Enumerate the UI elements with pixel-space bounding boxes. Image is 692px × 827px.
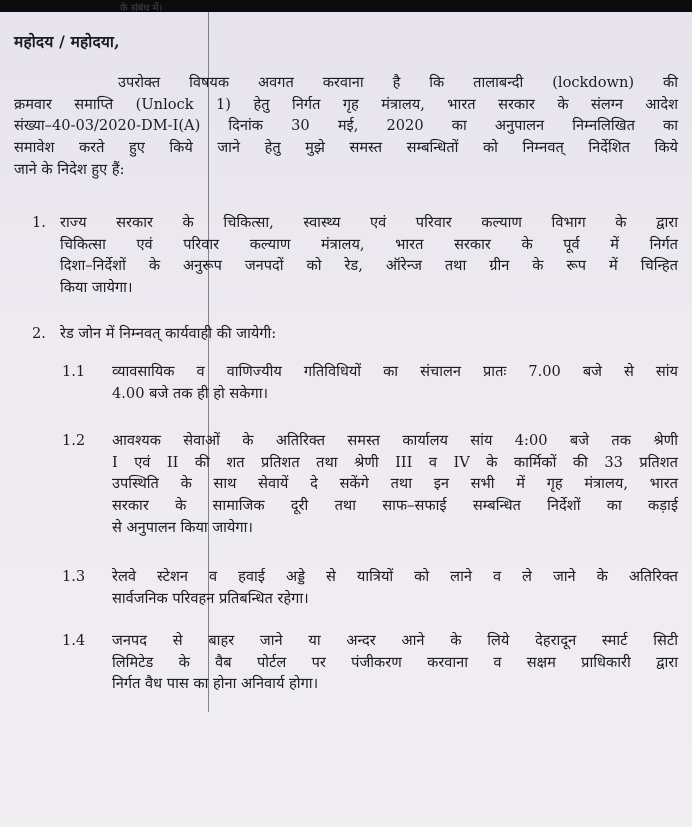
subitem-number: 1.1 xyxy=(62,363,86,380)
intro-line: क्रमवार समाप्ति (Unlock 1) हेतु निर्गत गृह मंत्रालय, भारत सरकार के संलग्न आदेश xyxy=(14,95,678,113)
subitem-number: 1.4 xyxy=(62,632,86,649)
item-number: 1. xyxy=(32,214,46,231)
subitem-line: निर्गत वैध पास का होना अनिवार्य होगा। xyxy=(112,675,319,693)
cut-off-header-text xyxy=(120,0,300,6)
list-item xyxy=(60,323,678,345)
salutation: महोदय / महोदया, xyxy=(14,32,120,51)
intro-paragraph xyxy=(14,72,678,181)
subitem-line: सार्वजनिक परिवहन प्रतिबन्धित रहेगा। xyxy=(112,589,309,607)
subitem-line: लिमिटेड के वैब पोर्टल पर पंजीकरण करवाना व सक्षम प्राधिकारी द्वारा xyxy=(112,653,678,671)
intro-line: समावेश करते हुए किये जाने हेतु मुझे समस्त सम्बन्धितों को निम्नवत् निर्देशित किये xyxy=(14,139,678,157)
item-line: दिशा–निर्देशों के अनुरूप जनपदों को रेड, ऑरेन्ज तथा ग्रीन के रूप में चिन्हित xyxy=(60,257,678,275)
subitem-number: 1.3 xyxy=(62,568,86,585)
subitem-line: उपस्थिति के साथ सेवायें दे सकेंगे तथा इन सभी में गृह मंत्रालय, भारत xyxy=(112,475,678,493)
subitem-line: 4.00 बजे तक ही हो सकेगा। xyxy=(112,384,269,402)
screen-top-edge xyxy=(0,0,692,12)
subitem-number: 1.2 xyxy=(62,432,86,449)
subitem xyxy=(112,430,678,539)
subitem-line: रेलवे स्टेशन व हवाई अड्डे से यात्रियों को लाने व ले जाने के अतिरिक्त xyxy=(112,568,678,585)
subitem xyxy=(112,566,678,609)
list-item xyxy=(60,212,678,299)
intro-line: जाने के निदेश हुए हैं: xyxy=(14,160,125,178)
item-number: 2. xyxy=(32,325,46,342)
subitem xyxy=(112,630,678,695)
subitem-line: से अनुपालन किया जायेगा। xyxy=(112,518,253,536)
item-line: राज्य सरकार के चिकित्सा, स्वास्थ्य एवं परिवार कल्याण विभाग के द्वारा xyxy=(60,214,678,231)
subitem-line: जनपद से बाहर जाने या अन्दर आने के लिये देहरादून स्मार्ट सिटी xyxy=(112,632,678,649)
item-line: किया जायेगा। xyxy=(60,279,133,297)
subitem-line: I एवं II की शत प्रतिशत तथा श्रेणी III व IV के कार्मिकों की 33 प्रतिशत xyxy=(112,453,678,471)
item-line: रेड जोन में निम्नवत् कार्यवाही की जायेगी: xyxy=(60,325,277,342)
item-line: चिकित्सा एवं परिवार कल्याण मंत्रालय, भारत सरकार के पूर्व में निर्गत xyxy=(60,235,678,253)
intro-line: संख्या–40-03/2020-DM-I(A) दिनांक 30 मई, 2020 का अनुपालन निम्नलिखित का xyxy=(14,117,678,135)
intro-line: उपरोक्त विषयक अवगत करवाना है कि तालाबन्दी (lockdown) की xyxy=(118,74,678,91)
subitem xyxy=(112,361,678,404)
subitem-line: सरकार के सामाजिक दूरी तथा साफ–सफाई सम्बन्धित निर्देशों का कड़ाई xyxy=(112,497,678,515)
subitem-line: व्यावसायिक व वाणिज्यीय गतिविधियों का संचालन प्रातः 7.00 बजे से सांय xyxy=(112,363,678,380)
subitem-line: आवश्यक सेवाओं के अतिरिक्त समस्त कार्यालय सांय 4:00 बजे तक श्रेणी xyxy=(112,432,678,449)
